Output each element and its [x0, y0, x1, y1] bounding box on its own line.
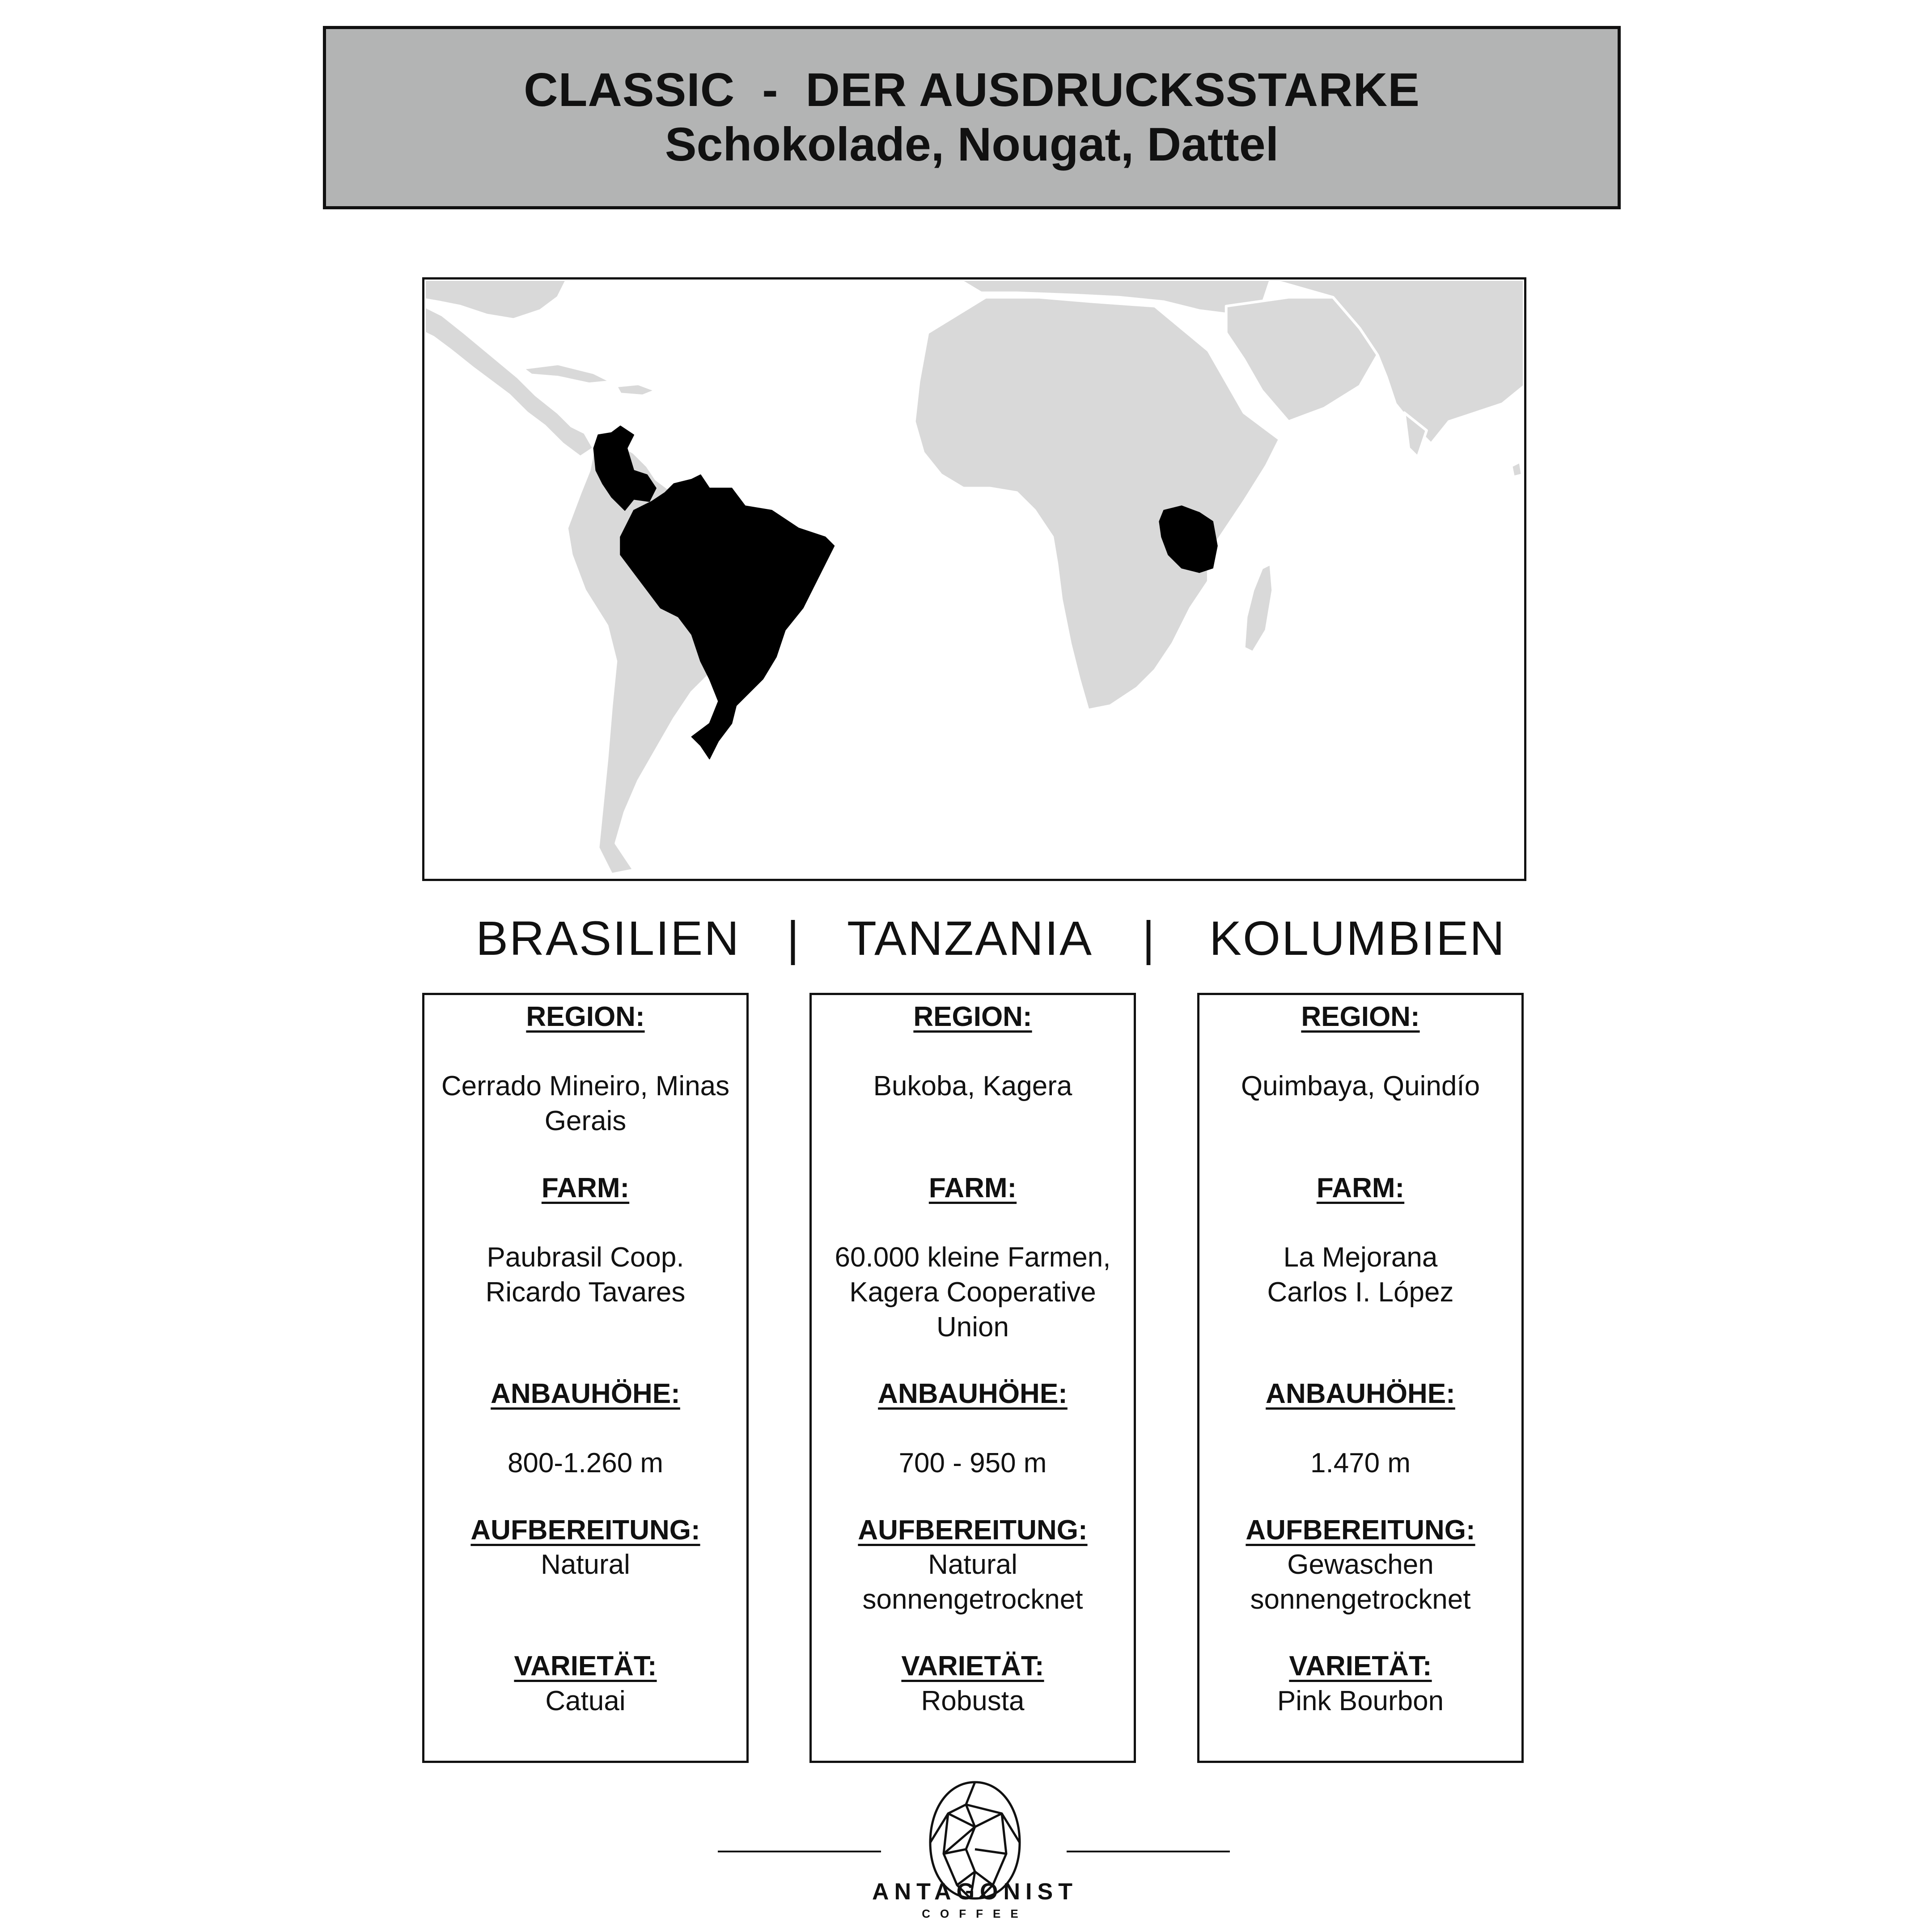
brand-wordmark: [850, 1878, 1100, 1921]
farm-value: 60.000 kleine Farmen, Kagera Cooperative Union: [835, 1242, 1111, 1343]
region-label: REGION:: [1301, 1001, 1420, 1032]
country-heading-kolumbien: KOLUMBIEN: [1209, 911, 1506, 965]
heading-separator: |: [787, 911, 801, 965]
altitude-label: ANBAUHÖHE:: [878, 1378, 1068, 1409]
central-america-shape: [424, 306, 593, 457]
page-title: CLASSIC - DER AUSDRUCKSSTARKE: [524, 64, 1420, 117]
altitude-label: ANBAUHÖHE:: [491, 1378, 680, 1409]
altitude-value: 1.470 m: [1310, 1448, 1411, 1479]
logo-divider-right: [1067, 1851, 1230, 1852]
heading-separator: |: [1142, 911, 1157, 965]
variety-value: Pink Bourbon: [1277, 1686, 1444, 1716]
brand-subtitle: COFFEE: [922, 1907, 1028, 1920]
process-label: AUFBEREITUNG:: [858, 1515, 1088, 1546]
cuba-shape: [522, 364, 611, 384]
madagascar-shape: [1244, 564, 1273, 652]
farm-label: FARM:: [928, 1173, 1017, 1203]
origin-card-tanzania: [809, 993, 1136, 1763]
region-value: Bukoba, Kagera: [873, 1071, 1072, 1102]
country-headings: [422, 910, 1526, 973]
origin-card-kolumbien: [1197, 993, 1524, 1763]
variety-label: VARIETÄT:: [1289, 1651, 1432, 1682]
farm-label: FARM:: [541, 1173, 630, 1203]
africa-shape: [915, 297, 1280, 710]
page-subtitle: Schokolade, Nougat, Dattel: [665, 118, 1279, 171]
variety-value: Catuai: [545, 1686, 626, 1716]
brand-name: ANTAGONIST: [872, 1879, 1078, 1905]
region-label: REGION:: [913, 1001, 1032, 1032]
variety-label: VARIETÄT:: [901, 1651, 1044, 1682]
farm-label: FARM:: [1316, 1173, 1405, 1203]
altitude-value: 800-1.260 m: [507, 1448, 664, 1479]
process-value: Gewaschen sonnengetrocknet: [1250, 1549, 1471, 1615]
variety-label: VARIETÄT:: [514, 1651, 657, 1682]
region-value: Quimbaya, Quindío: [1241, 1071, 1480, 1102]
farm-value: Paubrasil Coop. Ricardo Tavares: [485, 1242, 686, 1308]
process-value: Natural sonnengetrocknet: [862, 1549, 1083, 1615]
hispaniola-shape: [616, 384, 656, 396]
process-label: AUFBEREITUNG:: [1246, 1515, 1475, 1546]
world-map-graphic: [424, 280, 1524, 879]
altitude-value: 700 - 950 m: [898, 1448, 1047, 1479]
altitude-label: ANBAUHÖHE:: [1266, 1378, 1455, 1409]
farm-value: La Mejorana Carlos I. López: [1267, 1242, 1454, 1308]
world-map: [422, 277, 1526, 881]
country-heading-brasilien: BRASILIEN: [476, 911, 741, 965]
header-banner: [323, 26, 1621, 209]
process-label: AUFBEREITUNG:: [470, 1515, 700, 1546]
country-heading-tanzania: TANZANIA: [847, 911, 1093, 965]
north-america-top-shape: [424, 280, 567, 319]
process-value: Natural: [541, 1549, 630, 1580]
region-label: REGION:: [526, 1001, 645, 1032]
variety-value: Robusta: [921, 1686, 1025, 1716]
origin-card-brasilien: [422, 993, 749, 1763]
region-value: Cerrado Mineiro, Minas Gerais: [441, 1071, 730, 1136]
logo-divider-left: [718, 1851, 881, 1852]
island-shape: [1511, 462, 1522, 477]
